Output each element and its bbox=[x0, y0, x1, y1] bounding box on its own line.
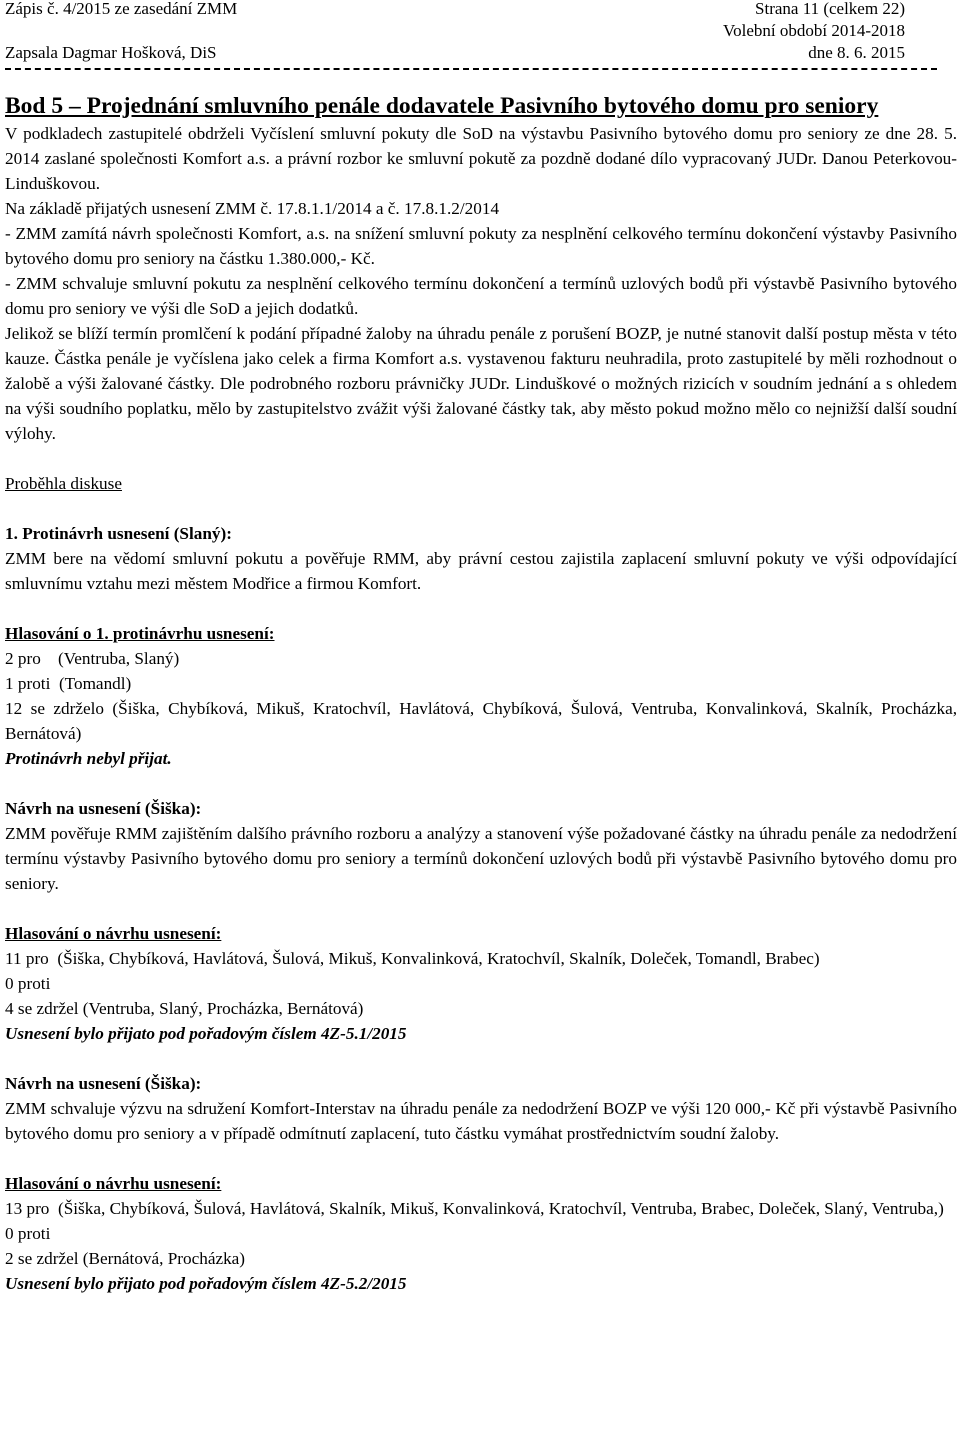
vote-count: 1 proti bbox=[5, 674, 59, 693]
page-header bbox=[5, 0, 957, 75]
vote-row bbox=[5, 696, 957, 746]
vote-row bbox=[5, 671, 957, 696]
vote-proti: 0 proti bbox=[5, 1224, 51, 1243]
proposal-2-text: ZMM schvaluje výzvu na sdružení Komfort-Interstav na úhradu penále za nedodržení BOZP ve výši 120 000,- Kč při výstavbě Pasivního bytového domu pro seniory a v případě odmítnutí zaplacení, tuto částku vymáhat prostřednictvím soudní žaloby. bbox=[5, 1099, 957, 1143]
vote-names: (Šiška, Chybíková, Šulová, Havlátová, Skalník, Mikuš, Konvalinková, Kratochvíl, Ventruba, Brabec, Doleček, Slaný, Ventruba,) bbox=[58, 1199, 944, 1218]
counter-vote-heading: Hlasování o 1. protinávrhu usnesení: bbox=[5, 624, 275, 643]
vote-count: 13 pro bbox=[5, 1199, 58, 1218]
header-divider bbox=[5, 68, 937, 70]
vote-count: 2 pro bbox=[5, 649, 58, 668]
section-title: Bod 5 – Projednání smluvního penále dodavatele Pasivního bytového domu pro seniory bbox=[5, 93, 879, 119]
minutes-title: Zápis č. 4/2015 ze zasedání ZMM bbox=[5, 0, 238, 18]
proposal-2-result: Usnesení bylo přijato pod pořadovým číslem 4Z-5.2/2015 bbox=[5, 1274, 407, 1293]
vote-row bbox=[5, 1196, 957, 1221]
proposal-1-heading: Návrh na usnesení (Šiška): bbox=[5, 799, 202, 818]
proposal-2-heading: Návrh na usnesení (Šiška): bbox=[5, 1074, 202, 1093]
proposal-2-vote-heading: Hlasování o návrhu usnesení: bbox=[5, 1174, 222, 1193]
vote-row bbox=[5, 646, 957, 671]
vote-count: 12 se zdrželo bbox=[5, 699, 113, 718]
intro-paragraph: V podkladech zastupitelé obdrželi Vyčíslení smluvní pokuty dle SoD na výstavbu Pasivního bytového domu pro seniory ze dne 28. 5. 2014 zaslané společnosti Komfort a.s. a právní rozbor ke smluvní pokutě za pozdně dodané dílo vypracovaný JUDr. Danou Peterkovou-Linduškovou. bbox=[5, 124, 957, 193]
proposal-1-text: ZMM pověřuje RMM zajištěním dalšího právního rozboru a analýzy a stanovení výše požadované částky na úhradu penále za nedodržení termínu výstavby Pasivního bytového domu pro seniory a termínů dokončení uzlových bodů při výstavbě Pasivního bytového domu pro seniory. bbox=[5, 824, 957, 893]
recorded-by: Zapsala Dagmar Hošková, DiS bbox=[5, 43, 217, 62]
vote-count: 11 pro bbox=[5, 949, 58, 968]
document-page bbox=[5, 0, 957, 1296]
vote-abstain: 4 se zdržel (Ventruba, Slaný, Procházka, Bernátová) bbox=[5, 999, 364, 1018]
page-number: Strana 11 (celkem 22) bbox=[755, 0, 905, 18]
intro-point-1: - ZMM zamítá návrh společnosti Komfort, a.s. na snížení smluvní pokuty za nesplnění celkového termínu dokončení výstavby Pasivního bytového domu pro seniory na částku 1.380.000,- Kč. bbox=[5, 224, 957, 268]
vote-names: (Šiška, Chybíková, Mikuš, Kratochvíl, Havlátová, Chybíková, Šulová, Ventruba, Konvalinková, Skalník, Procházka, Bernátová) bbox=[5, 699, 958, 743]
discussion-note: Proběhla diskuse bbox=[5, 474, 122, 493]
counter-proposal-heading: 1. Protinávrh usnesení (Slaný): bbox=[5, 524, 232, 543]
proposal-1-result: Usnesení bylo přijato pod pořadovým číslem 4Z-5.1/2015 bbox=[5, 1024, 407, 1043]
counter-result: Protinávrh nebyl přijat. bbox=[5, 749, 172, 768]
vote-names: (Šiška, Chybíková, Havlátová, Šulová, Mikuš, Konvalinková, Kratochvíl, Skalník, Doleček, Tomandl, Brabec) bbox=[57, 949, 820, 968]
vote-names: (Ventruba, Slaný) bbox=[58, 649, 180, 668]
meeting-date: dne 8. 6. 2015 bbox=[808, 43, 905, 62]
vote-row bbox=[5, 946, 957, 971]
intro-explanation: Jelikož se blíží termín promlčení k podání případné žaloby na úhradu penále z porušení BOZP, je nutné stanovit další postup města v této kauze. Částka penále je vyčíslena jako celek a firma Komfort a.s. vystavenou fakturu neuhradila, proto zastupitelé by měli rozhodnout o žalobě a výši žalované částky. Dle podrobného rozboru právničky JUDr. Linduškové o možných rizicích v soudním jednání a s ohledem na výši soudního poplatku, mělo by zastupitelstvo zvážit výši žalované částky tak, aby město pokud možno mělo co nejnižší další soudní výlohy. bbox=[5, 324, 957, 443]
proposal-1-vote-heading: Hlasování o návrhu usnesení: bbox=[5, 924, 222, 943]
vote-abstain: 2 se zdržel (Bernátová, Procházka) bbox=[5, 1249, 246, 1268]
vote-names: (Tomandl) bbox=[58, 674, 132, 693]
counter-proposal-text: ZMM bere na vědomí smluvní pokutu a pověřuje RMM, aby právní cestou zajistila zaplacení smluvní pokuty ve výši odpovídající smluvnímu vztahu mezi městem Modřice a firmou Komfort. bbox=[5, 549, 957, 593]
election-period: Volební období 2014-2018 bbox=[723, 21, 905, 40]
intro-point-2: - ZMM schvaluje smluvní pokutu za nesplnění celkového termínu dokončení a termínů uzlových bodů při výstavbě Pasivního bytového domu pro seniory ve výši dle SoD a jejich dodatků. bbox=[5, 274, 957, 318]
vote-proti: 0 proti bbox=[5, 974, 51, 993]
intro-resolutions: Na základě přijatých usnesení ZMM č. 17.8.1.1/2014 a č. 17.8.1.2/2014 bbox=[5, 199, 500, 218]
